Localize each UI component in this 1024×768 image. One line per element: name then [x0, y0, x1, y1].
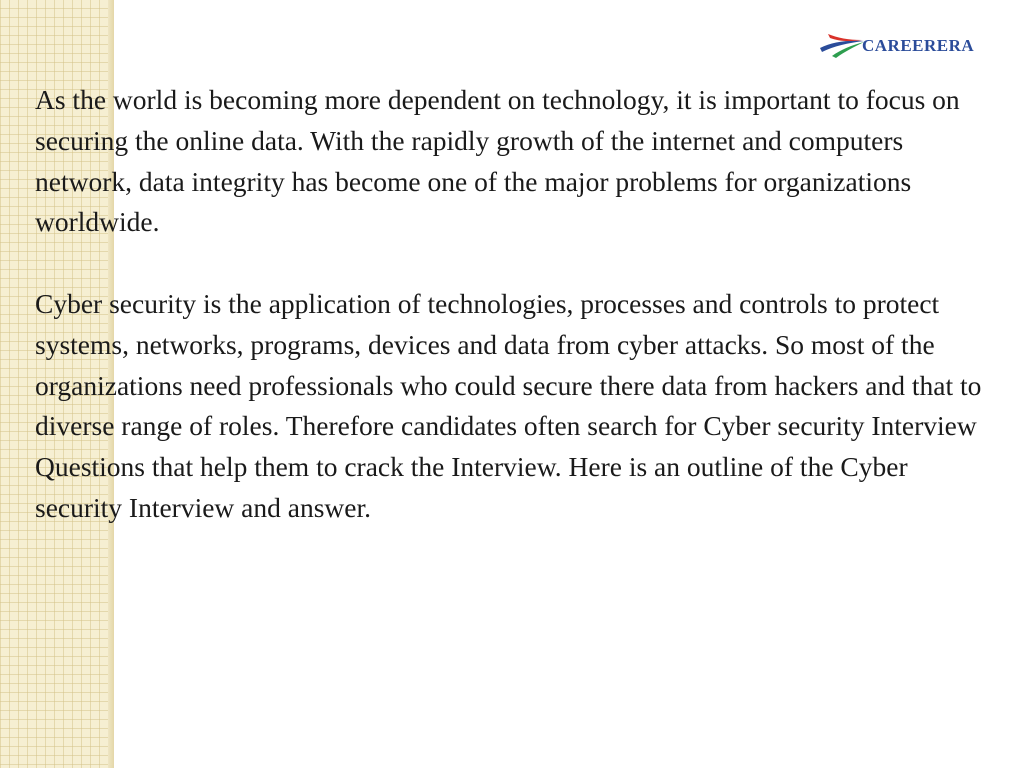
- logo-text: CAREERERA: [862, 36, 975, 55]
- careerera-logo: [818, 28, 1008, 62]
- body-text: [35, 80, 985, 529]
- paragraph-intro: As the world is becoming more dependent on technology, it is important to focus on securing the online data. With the rapidly growth of the internet and computers network, data integrity has become one of the major problems for organizations worldwide.: [35, 84, 960, 238]
- paragraph-cyber-security: Cyber security is the application of technologies, processes and controls to protect systems, networks, programs, devices and data from cyber attacks. So most of the organizations need professionals who could secure there data from hackers and that to diverse range of roles. Therefore candidates often search for Cyber security Interview Questions that help them to crack the Interview. Here is an outline of the Cyber security Interview and answer.: [35, 287, 982, 523]
- careerera-swoosh-logo-icon: [818, 28, 866, 62]
